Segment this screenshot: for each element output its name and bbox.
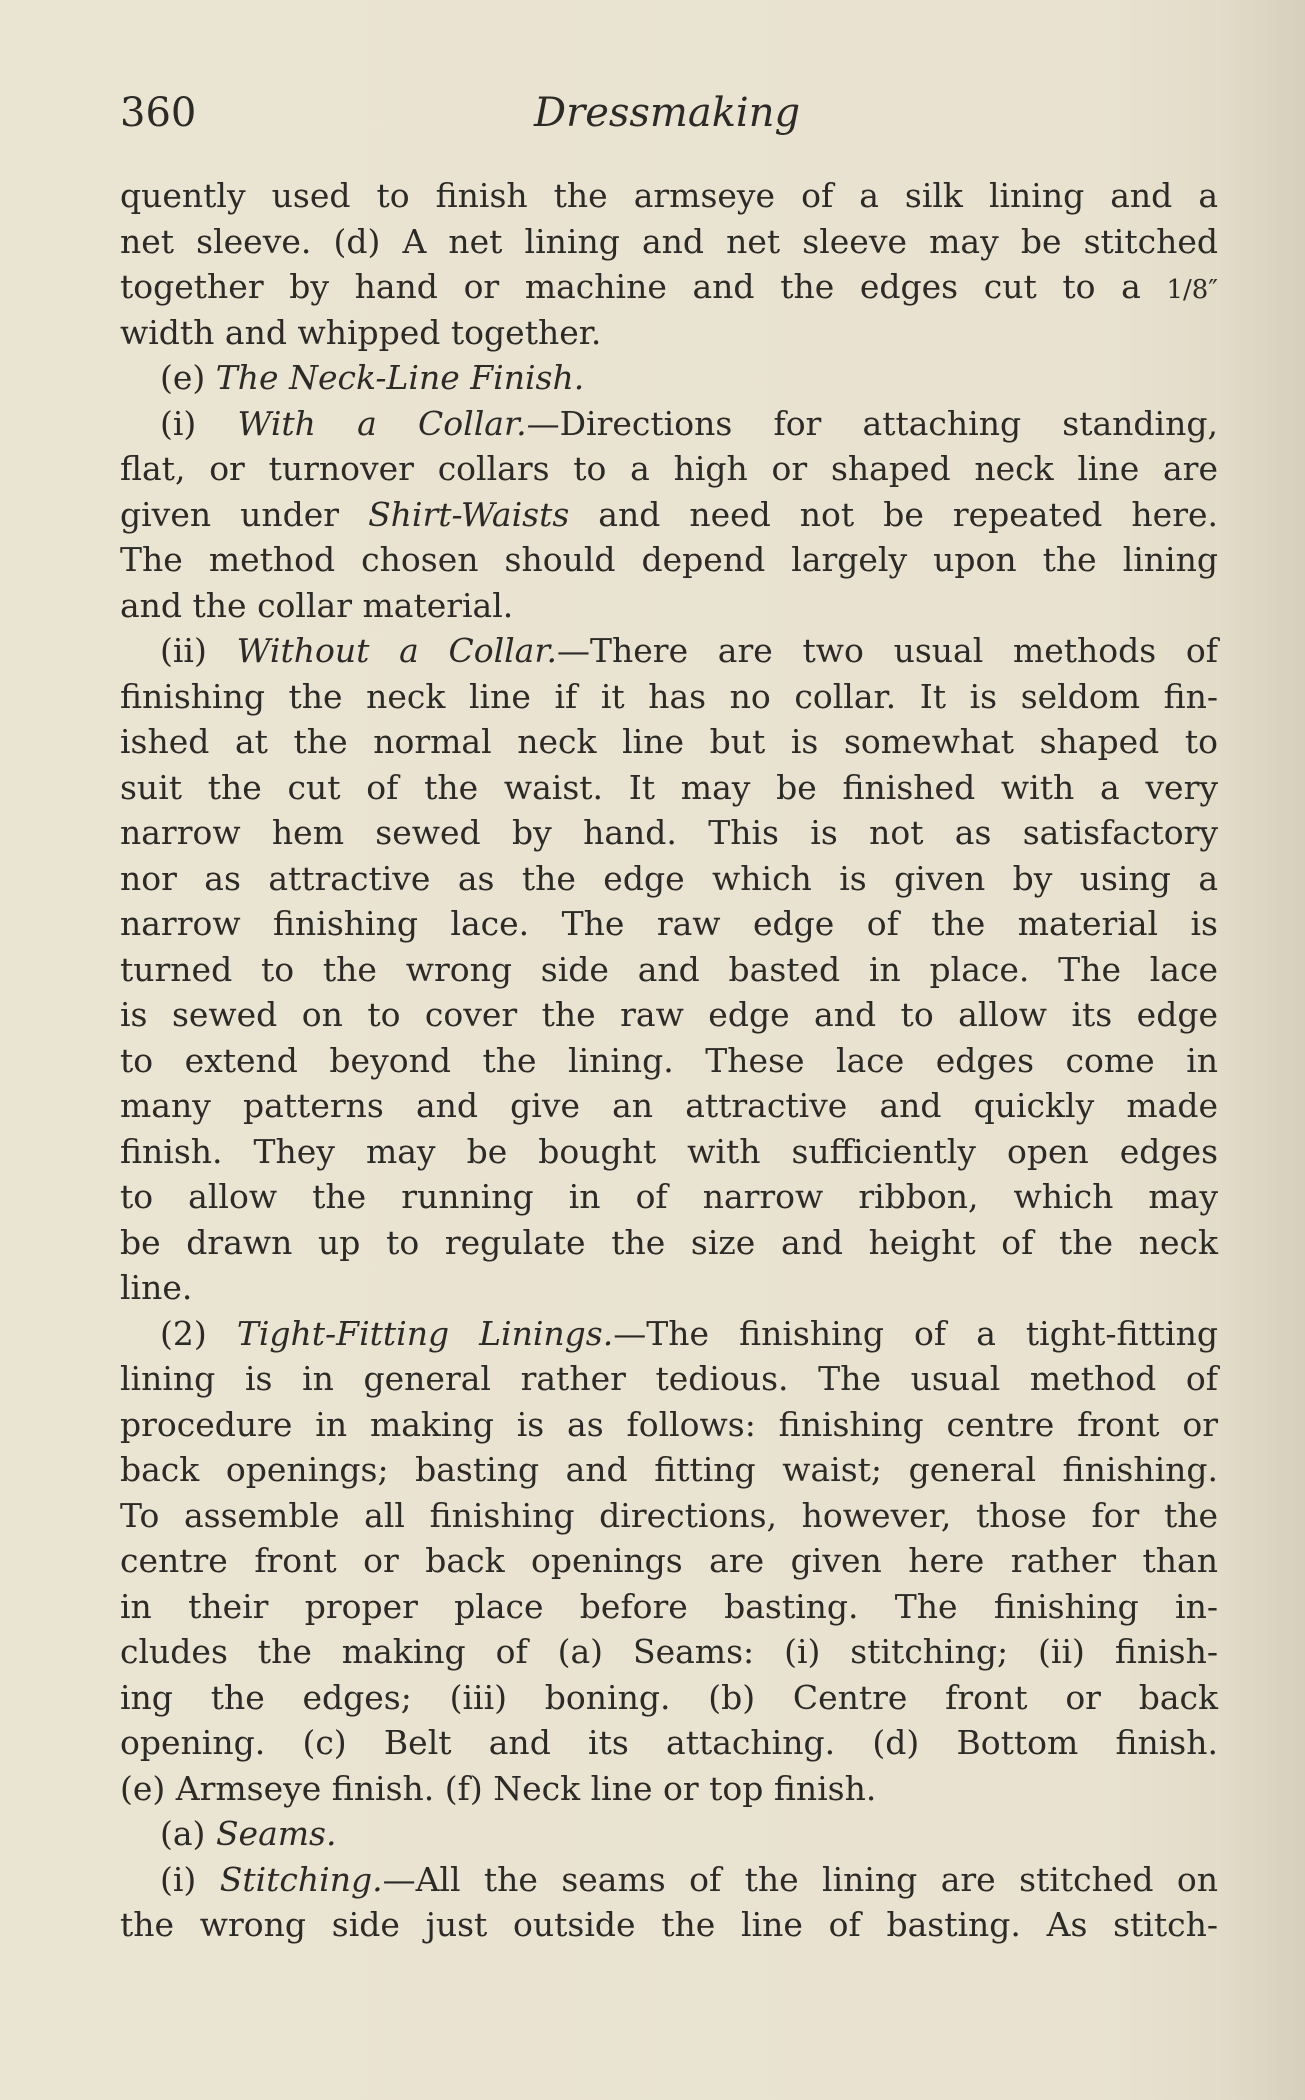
subsection-heading — [120, 1811, 1218, 1857]
text-line: narrow hem sewed by hand. This is not as satisfactory — [120, 813, 1218, 852]
text-line: lining is in general rather tedious. The usual method of — [120, 1359, 1218, 1398]
text-line: To assemble all finishing directions, however, those for the — [120, 1495, 1218, 1535]
text-line: flat, or turnover collars to a high or shaped neck line are — [120, 449, 1218, 488]
text-line: (e) Armseye finish. (f) Neck line or top finish. — [120, 1768, 877, 1808]
running-title: Dressmaking — [534, 90, 801, 136]
text-line: opening. (c) Belt and its attaching. (d) Bottom finish. — [120, 1723, 1218, 1762]
text-line: width and whipped together. — [120, 312, 602, 352]
fraction: 1/8″ — [1166, 275, 1218, 305]
text-line: procedure in making is as follows: finishing centre front or — [120, 1404, 1218, 1444]
text-line: suit the cut of the waist. It may be finished with a very — [120, 767, 1218, 807]
subsection-heading: (i) Stitching.—All the seams of the lining are stitched on — [160, 1859, 1218, 1899]
text-line: The method chosen should depend largely upon the lining — [120, 540, 1218, 579]
subsection-title: With a Collar. — [237, 403, 527, 443]
text-line: together by hand or machine and the edges cut to a 1/8″ — [120, 267, 1218, 306]
text-line: finish. They may be bought with sufficiently open edges — [120, 1131, 1218, 1171]
subsection-title: Tight-Fitting Linings. — [236, 1313, 614, 1353]
subsection-marker: (a) — [160, 1814, 206, 1853]
subsection-title: Stitching. — [219, 1859, 383, 1899]
text-line: to allow the running in of narrow ribbon, which may — [120, 1177, 1218, 1216]
subsection-heading: (2) Tight-Fitting Linings.—The finishing of a tight-fitting — [160, 1313, 1218, 1353]
text-line: finishing the neck line if it has no collar. It is seldom fin- — [120, 676, 1218, 716]
page-header — [120, 88, 1220, 138]
text-line: nor as attractive as the edge which is given by using a — [120, 858, 1218, 898]
text-line: the wrong side just outside the line of basting. As stitch- — [120, 1905, 1218, 1944]
text-line: ing the edges; (iii) boning. (b) Centre front or back — [120, 1677, 1218, 1717]
subsection-heading: (ii) Without a Collar.—There are two usual methods of — [160, 631, 1218, 670]
subsection-marker: (2) — [160, 1313, 207, 1353]
subsection-heading: (i) With a Collar.—Directions for attaching standing, — [160, 403, 1218, 443]
subsection-heading — [120, 355, 1218, 401]
subsection-title: Seams. — [215, 1814, 337, 1853]
text-line: be drawn up to regulate the size and height of the neck — [120, 1222, 1218, 1262]
text-line: given under Shirt-Waists and need not be repeated here. — [120, 494, 1218, 534]
text-line: line. — [120, 1268, 193, 1307]
text-line: and the collar material. — [120, 585, 514, 625]
subsection-marker: (e) — [160, 358, 206, 397]
text-line: cludes the making of (a) Seams: (i) stitching; (ii) finish- — [120, 1632, 1218, 1671]
subsection-marker: (ii) — [160, 631, 207, 670]
text-line: quently used to finish the armseye of a silk lining and a — [120, 176, 1218, 215]
text-line: many patterns and give an attractive and quickly made — [120, 1086, 1218, 1125]
text-line: turned to the wrong side and basted in place. The lace — [120, 949, 1218, 989]
body-text — [120, 173, 1218, 1948]
text-line: net sleeve. (d) A net lining and net sleeve may be stitched — [120, 221, 1218, 261]
text-line: ished at the normal neck line but is somewhat shaped to — [120, 722, 1218, 761]
page-number: 360 — [120, 90, 197, 136]
cross-reference: Shirt-Waists — [368, 494, 570, 534]
text-line: is sewed on to cover the raw edge and to allow its edge — [120, 995, 1218, 1034]
text-line: back openings; basting and fitting waist; general finishing. — [120, 1450, 1218, 1489]
text-line: in their proper place before basting. The finishing in- — [120, 1586, 1218, 1626]
text-line: narrow finishing lace. The raw edge of the material is — [120, 904, 1218, 943]
subsection-marker: (i) — [160, 403, 197, 443]
subsection-title: The Neck-Line Finish. — [215, 358, 585, 397]
subsection-marker: (i) — [160, 1859, 197, 1899]
subsection-title: Without a Collar. — [236, 631, 557, 670]
text-line: centre front or back openings are given here rather than — [120, 1541, 1218, 1580]
text-line: to extend beyond the lining. These lace edges come in — [120, 1040, 1218, 1080]
